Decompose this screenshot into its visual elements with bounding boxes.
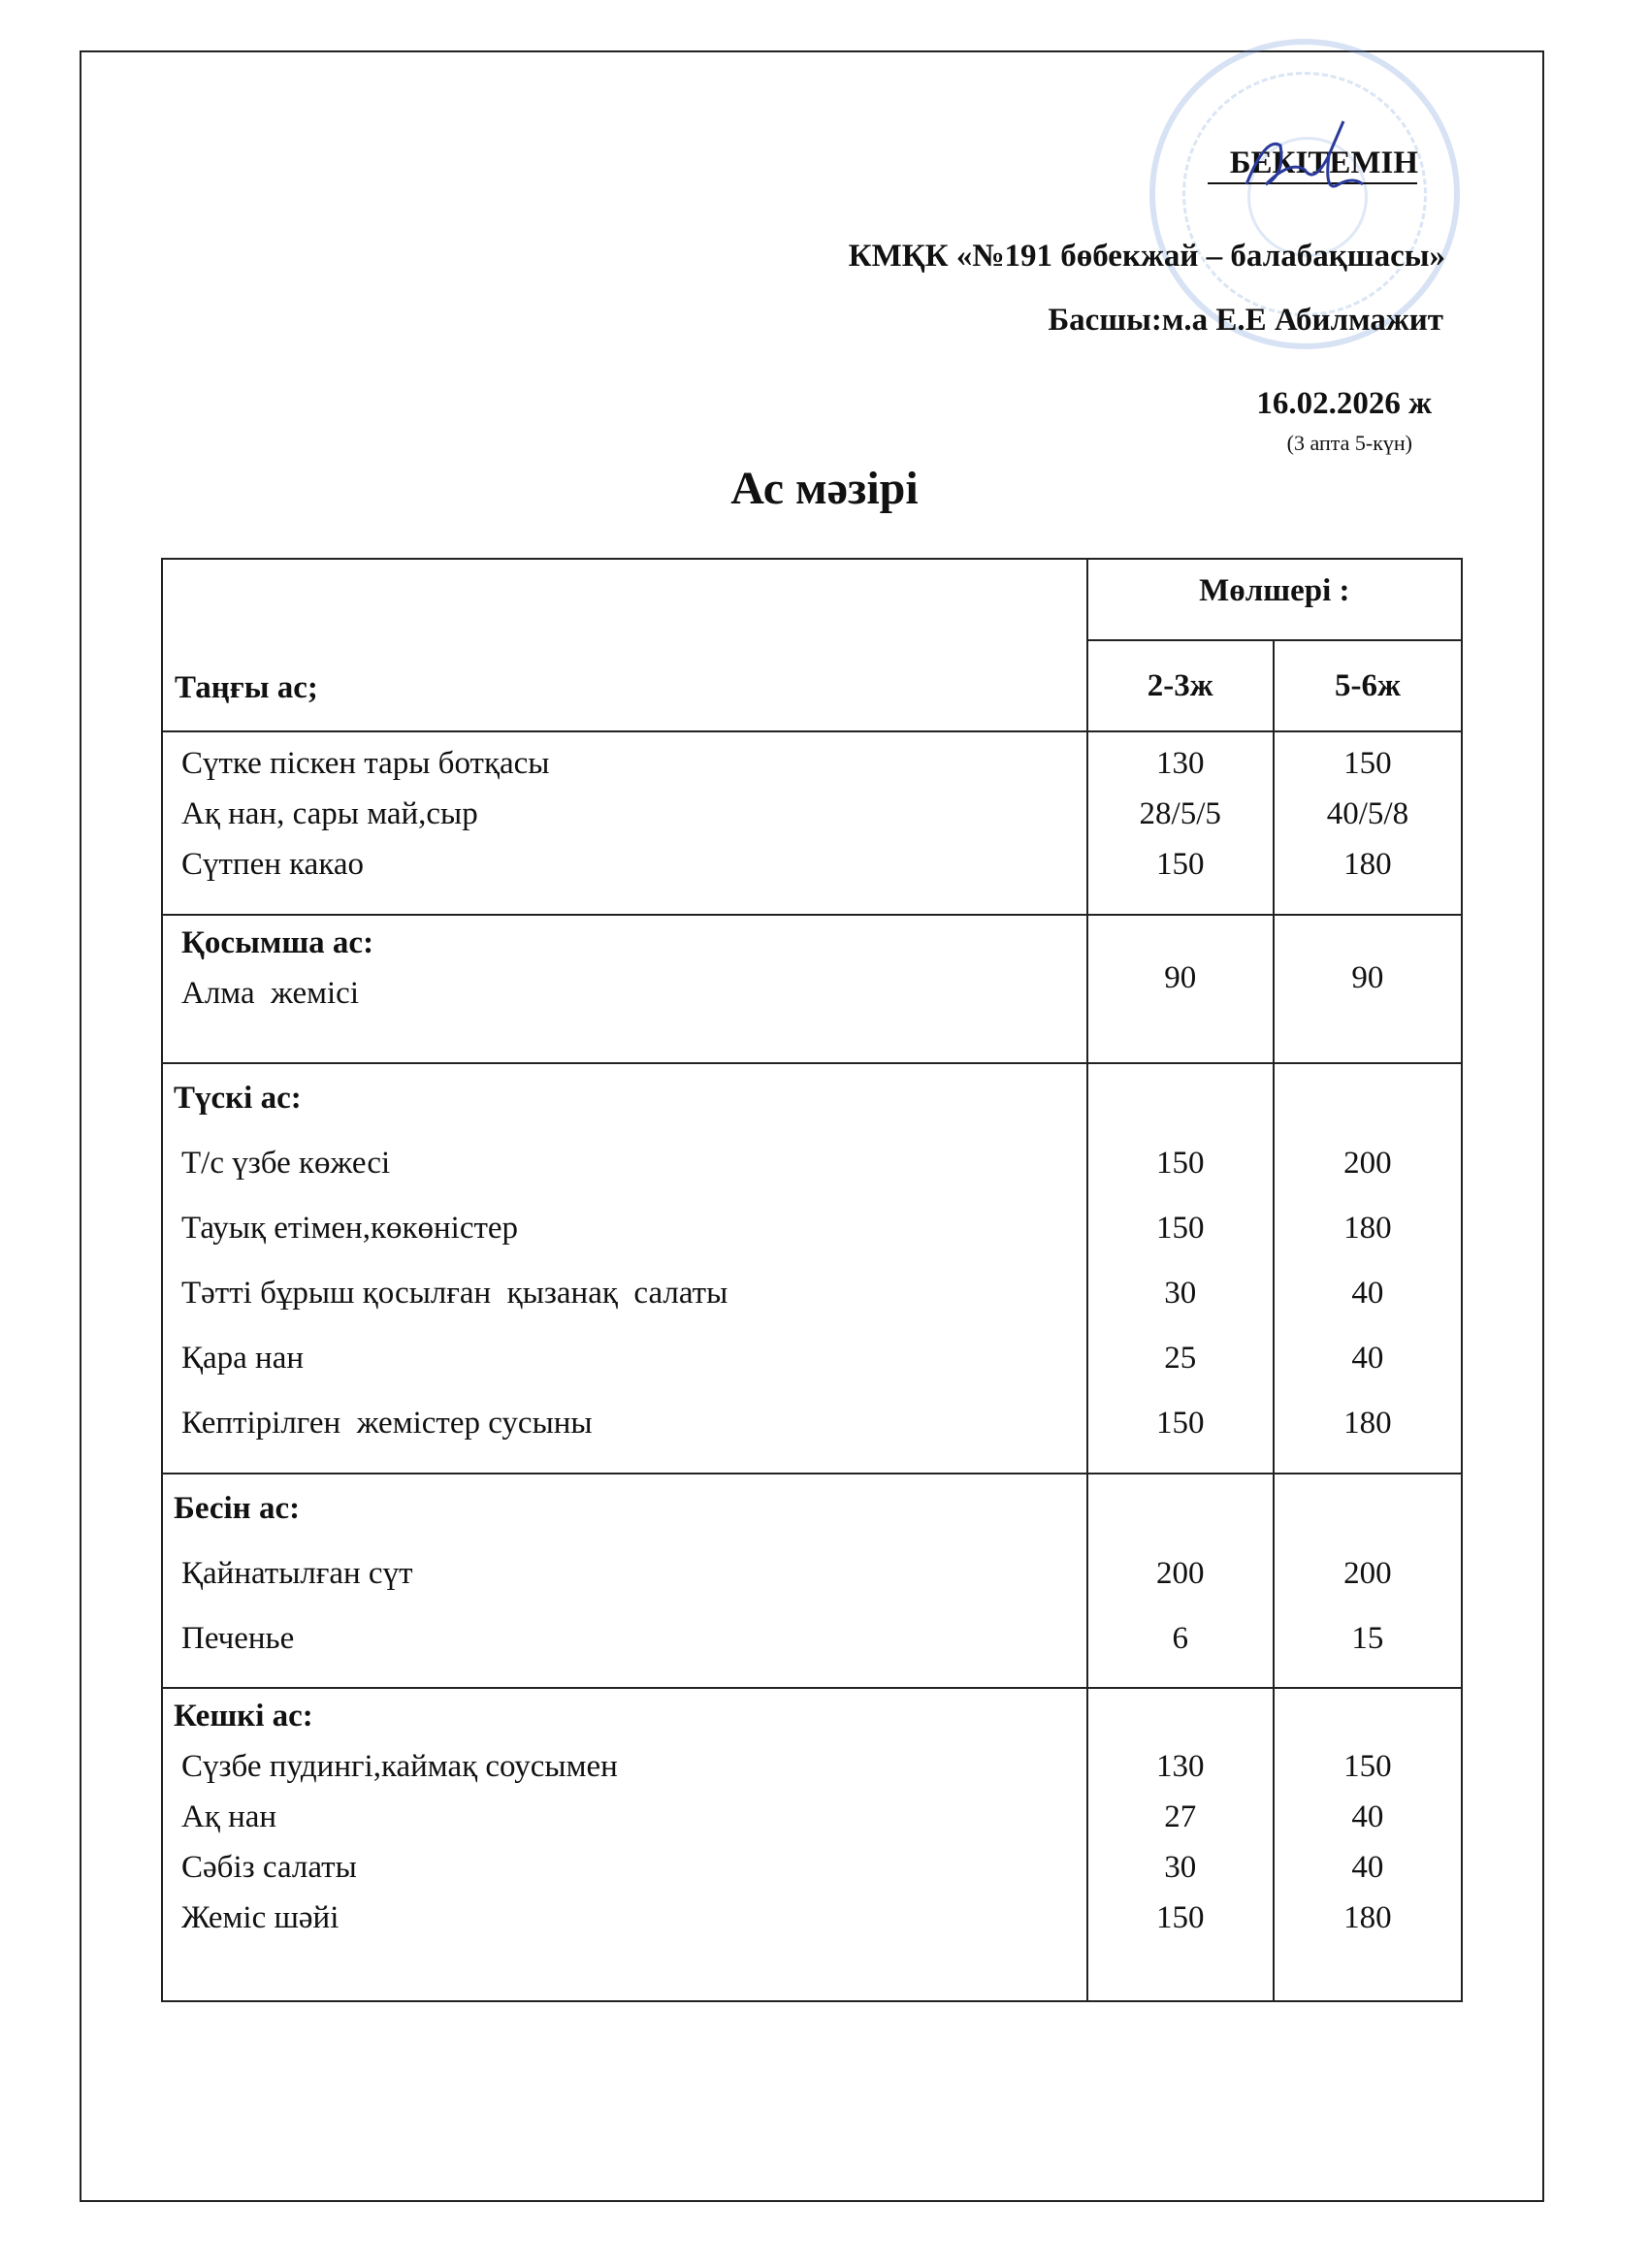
amount-value: 150 [1343, 746, 1392, 781]
amount-value: 90 [1164, 960, 1197, 995]
lunch-amounts-2-3 [1087, 1063, 1274, 1474]
table-header-row [162, 559, 1462, 640]
lunch-title: Түскі ас: [174, 1081, 302, 1116]
list-item: Тауық етімен,көкөністер [181, 1211, 519, 1246]
amount-value: 27 [1164, 1799, 1197, 1834]
lunch-amounts-5-6 [1274, 1063, 1462, 1474]
breakfast-items [162, 731, 1087, 915]
list-item: Печенье [181, 1621, 295, 1656]
amount-value: 150 [1155, 1900, 1205, 1935]
amount-value: 30 [1164, 1276, 1197, 1311]
snack-section [162, 915, 1462, 1063]
amount-value: 40/5/8 [1326, 796, 1409, 831]
afternoon-section [162, 1474, 1462, 1688]
lunch-items [162, 1063, 1087, 1474]
amount-value: 6 [1172, 1621, 1188, 1656]
breakfast-amounts-2-3 [1087, 731, 1274, 915]
amount-value: 28/5/5 [1139, 796, 1221, 831]
week-day: (3 апта 5-күн) [1286, 431, 1412, 455]
list-item: Қайнатылған сүт [181, 1556, 413, 1591]
amount-value: 200 [1343, 1146, 1392, 1181]
amount-value: 30 [1164, 1850, 1197, 1885]
amount-value: 150 [1155, 1211, 1205, 1246]
amount-value: 180 [1343, 1211, 1392, 1246]
list-item: Қара нан [181, 1341, 305, 1376]
amount-value: 40 [1351, 1276, 1384, 1311]
list-item: Алма жемісі [181, 976, 359, 1011]
amount-header: Мөлшері : [1087, 559, 1462, 640]
list-item: Жеміс шәйі [181, 1900, 340, 1935]
amount-value: 150 [1155, 847, 1205, 882]
afternoon-items [162, 1474, 1087, 1688]
amount-value: 40 [1351, 1850, 1384, 1885]
menu-table [161, 558, 1463, 2002]
head-name: Басшы:м.а Е.Е Абилмажит [1048, 303, 1443, 338]
dinner-section [162, 1688, 1462, 2001]
list-item: Ақ нан, сары май,сыр [181, 796, 478, 831]
age-column-5-6: 5-6ж [1274, 640, 1462, 731]
dinner-amounts-5-6 [1274, 1688, 1462, 2001]
age-column-2-3: 2-3ж [1087, 640, 1274, 731]
breakfast-title: Таңғы ас; [162, 559, 1087, 731]
breakfast-amounts-5-6 [1274, 731, 1462, 915]
afternoon-amounts-2-3 [1087, 1474, 1274, 1688]
amount-value: 40 [1351, 1799, 1384, 1834]
amount-value: 130 [1155, 1749, 1205, 1784]
list-item: Сүзбе пудингі,каймақ соусымен [181, 1749, 618, 1784]
amount-value: 150 [1343, 1749, 1392, 1784]
menu-date: 16.02.2026 ж [1256, 386, 1432, 421]
list-item: Кептірілген жемістер сусыны [181, 1406, 593, 1441]
dinner-amounts-2-3 [1087, 1688, 1274, 2001]
lunch-section [162, 1063, 1462, 1474]
amount-value: 150 [1155, 1146, 1205, 1181]
list-item: Тәтті бұрыш қосылған қызанақ салаты [181, 1276, 728, 1311]
dinner-items [162, 1688, 1087, 2001]
list-item: Т/с үзбе көжесі [181, 1146, 391, 1181]
amount-value: 15 [1351, 1621, 1384, 1656]
approve-label: БЕКІТЕМІН [1229, 146, 1418, 180]
amount-value: 40 [1351, 1341, 1384, 1376]
organization-name: КМҚК «№191 бөбекжай – балабақшасы» [848, 239, 1445, 274]
list-item: Сәбіз салаты [181, 1850, 357, 1885]
list-item: Ақ нан [181, 1799, 277, 1834]
list-item: Сүтке піскен тары ботқасы [181, 746, 550, 781]
afternoon-title: Бесін ас: [174, 1491, 301, 1526]
snack-amount-2-3 [1087, 915, 1274, 1063]
amount-value: 180 [1343, 1900, 1392, 1935]
amount-value: 200 [1343, 1556, 1392, 1591]
amount-value: 200 [1155, 1556, 1205, 1591]
dinner-title: Кешкі ас: [174, 1699, 313, 1733]
amount-value: 180 [1343, 1406, 1392, 1441]
signature-icon [1237, 116, 1373, 204]
snack-items [162, 915, 1087, 1063]
snack-amount-5-6 [1274, 915, 1462, 1063]
page-title: Ас мәзірі [730, 463, 919, 514]
snack-title: Қосымша ас: [181, 925, 374, 960]
amount-value: 130 [1155, 746, 1205, 781]
amount-value: 150 [1155, 1406, 1205, 1441]
list-item: Сүтпен какао [181, 847, 365, 882]
amount-value: 180 [1343, 847, 1392, 882]
amount-value: 90 [1351, 960, 1384, 995]
amount-value: 25 [1164, 1341, 1197, 1376]
breakfast-section [162, 731, 1462, 915]
afternoon-amounts-5-6 [1274, 1474, 1462, 1688]
